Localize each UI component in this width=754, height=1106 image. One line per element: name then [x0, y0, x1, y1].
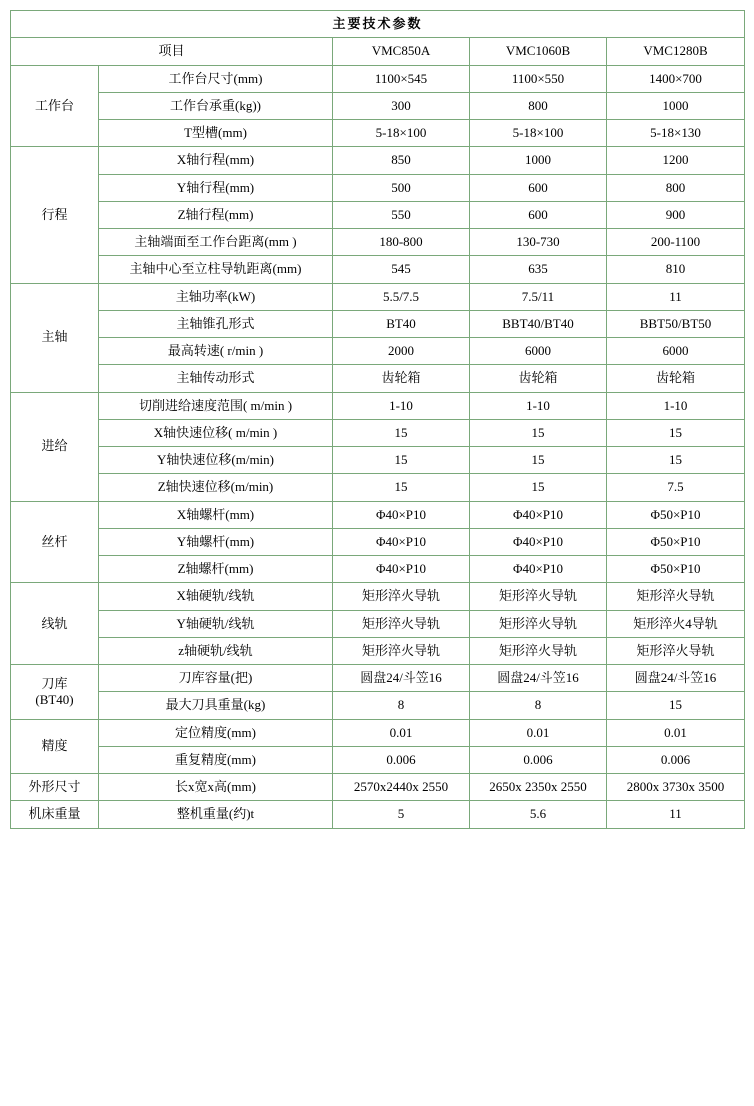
table-row — [11, 256, 745, 283]
row-item-label: 长x宽x高(mm) — [99, 774, 333, 801]
cell-value-model-2: 800 — [607, 174, 745, 201]
cell-value-model-2: 圆盘24/斗笠16 — [607, 665, 745, 692]
cell-value-model-2: 7.5 — [607, 474, 745, 501]
cell-value-model-2: 5-18×130 — [607, 120, 745, 147]
table-row — [11, 801, 745, 828]
cell-value-model-1: 6000 — [470, 338, 607, 365]
row-item-label: X轴行程(mm) — [99, 147, 333, 174]
table-row — [11, 583, 745, 610]
column-header-model-1: VMC1060B — [470, 38, 607, 65]
row-item-label: Y轴快速位移(m/min) — [99, 447, 333, 474]
cell-value-model-1: 2650x 2350x 2550 — [470, 774, 607, 801]
page-title: 主要技术参数 — [11, 11, 745, 38]
row-item-label: Y轴螺杆(mm) — [99, 528, 333, 555]
cell-value-model-2: 6000 — [607, 338, 745, 365]
cell-value-model-2: 1000 — [607, 92, 745, 119]
cell-value-model-0: 550 — [333, 201, 470, 228]
row-item-label: 主轴端面至工作台距离(mm ) — [99, 229, 333, 256]
cell-value-model-0: 8 — [333, 692, 470, 719]
cell-value-model-2: 11 — [607, 283, 745, 310]
group-label-3: 进给 — [11, 392, 99, 501]
table-row — [11, 174, 745, 201]
row-item-label: X轴硬轨/线轨 — [99, 583, 333, 610]
row-item-label: 主轴传动形式 — [99, 365, 333, 392]
row-item-label: X轴快速位移( m/min ) — [99, 419, 333, 446]
table-row — [11, 338, 745, 365]
cell-value-model-2: 0.01 — [607, 719, 745, 746]
row-item-label: 刀库容量(把) — [99, 665, 333, 692]
table-header-row — [11, 38, 745, 65]
cell-value-model-1: 130-730 — [470, 229, 607, 256]
cell-value-model-1: 15 — [470, 447, 607, 474]
row-item-label: 工作台承重(kg)) — [99, 92, 333, 119]
row-item-label: Z轴螺杆(mm) — [99, 556, 333, 583]
cell-value-model-2: 15 — [607, 692, 745, 719]
row-item-label: Z轴快速位移(m/min) — [99, 474, 333, 501]
table-row — [11, 692, 745, 719]
cell-value-model-2: Φ50×P10 — [607, 528, 745, 555]
cell-value-model-0: 5-18×100 — [333, 120, 470, 147]
table-row — [11, 92, 745, 119]
cell-value-model-2: 矩形淬火导轨 — [607, 637, 745, 664]
row-item-label: T型槽(mm) — [99, 120, 333, 147]
cell-value-model-0: 850 — [333, 147, 470, 174]
table-row — [11, 365, 745, 392]
cell-value-model-2: 矩形淬火4导轨 — [607, 610, 745, 637]
table-row — [11, 474, 745, 501]
cell-value-model-0: 300 — [333, 92, 470, 119]
table-row — [11, 283, 745, 310]
cell-value-model-0: 0.01 — [333, 719, 470, 746]
row-item-label: z轴硬轨/线轨 — [99, 637, 333, 664]
cell-value-model-1: 矩形淬火导轨 — [470, 610, 607, 637]
cell-value-model-0: Φ40×P10 — [333, 501, 470, 528]
cell-value-model-1: Φ40×P10 — [470, 556, 607, 583]
cell-value-model-2: Φ50×P10 — [607, 556, 745, 583]
cell-value-model-1: 7.5/11 — [470, 283, 607, 310]
cell-value-model-2: 11 — [607, 801, 745, 828]
table-row — [11, 719, 745, 746]
group-label-4: 丝杆 — [11, 501, 99, 583]
cell-value-model-0: 矩形淬火导轨 — [333, 610, 470, 637]
cell-value-model-2: 矩形淬火导轨 — [607, 583, 745, 610]
cell-value-model-2: 齿轮箱 — [607, 365, 745, 392]
cell-value-model-1: BBT40/BT40 — [470, 310, 607, 337]
cell-value-model-2: 1200 — [607, 147, 745, 174]
cell-value-model-0: 5.5/7.5 — [333, 283, 470, 310]
cell-value-model-0: Φ40×P10 — [333, 528, 470, 555]
cell-value-model-1: Φ40×P10 — [470, 501, 607, 528]
row-item-label: 最大刀具重量(kg) — [99, 692, 333, 719]
group-label-8: 外形尺寸 — [11, 774, 99, 801]
cell-value-model-1: 15 — [470, 419, 607, 446]
cell-value-model-0: 5 — [333, 801, 470, 828]
row-item-label: 工作台尺寸(mm) — [99, 65, 333, 92]
column-header-model-2: VMC1280B — [607, 38, 745, 65]
table-row — [11, 528, 745, 555]
cell-value-model-2: 1-10 — [607, 392, 745, 419]
cell-value-model-0: 1100×545 — [333, 65, 470, 92]
table-row — [11, 201, 745, 228]
column-header-model-0: VMC850A — [333, 38, 470, 65]
cell-value-model-1: 8 — [470, 692, 607, 719]
cell-value-model-1: 5-18×100 — [470, 120, 607, 147]
cell-value-model-0: 圆盘24/斗笠16 — [333, 665, 470, 692]
table-row — [11, 147, 745, 174]
cell-value-model-2: 0.006 — [607, 746, 745, 773]
cell-value-model-2: 1400×700 — [607, 65, 745, 92]
table-row — [11, 610, 745, 637]
cell-value-model-1: 800 — [470, 92, 607, 119]
cell-value-model-0: 矩形淬火导轨 — [333, 583, 470, 610]
table-row — [11, 665, 745, 692]
cell-value-model-1: 600 — [470, 201, 607, 228]
column-header-item: 项目 — [11, 38, 333, 65]
table-row — [11, 746, 745, 773]
cell-value-model-1: 1100×550 — [470, 65, 607, 92]
row-item-label: 主轴功率(kW) — [99, 283, 333, 310]
group-label-6: 刀库 (BT40) — [11, 665, 99, 720]
cell-value-model-1: 1000 — [470, 147, 607, 174]
cell-value-model-0: 545 — [333, 256, 470, 283]
cell-value-model-2: 900 — [607, 201, 745, 228]
row-item-label: X轴螺杆(mm) — [99, 501, 333, 528]
cell-value-model-0: 1-10 — [333, 392, 470, 419]
cell-value-model-1: 矩形淬火导轨 — [470, 583, 607, 610]
group-label-9: 机床重量 — [11, 801, 99, 828]
group-label-1: 行程 — [11, 147, 99, 283]
row-item-label: 定位精度(mm) — [99, 719, 333, 746]
specifications-table — [10, 10, 745, 829]
table-row — [11, 637, 745, 664]
cell-value-model-2: 200-1100 — [607, 229, 745, 256]
group-label-0: 工作台 — [11, 65, 99, 147]
row-item-label: 最高转速( r/min ) — [99, 338, 333, 365]
group-label-5: 线轨 — [11, 583, 99, 665]
cell-value-model-0: 矩形淬火导轨 — [333, 637, 470, 664]
cell-value-model-0: 2570x2440x 2550 — [333, 774, 470, 801]
cell-value-model-1: 1-10 — [470, 392, 607, 419]
cell-value-model-1: 15 — [470, 474, 607, 501]
table-row — [11, 120, 745, 147]
cell-value-model-1: 0.006 — [470, 746, 607, 773]
row-item-label: Z轴行程(mm) — [99, 201, 333, 228]
cell-value-model-0: 500 — [333, 174, 470, 201]
cell-value-model-1: 635 — [470, 256, 607, 283]
cell-value-model-0: 15 — [333, 419, 470, 446]
table-row — [11, 310, 745, 337]
table-row — [11, 419, 745, 446]
table-row — [11, 229, 745, 256]
table-row — [11, 65, 745, 92]
cell-value-model-2: BBT50/BT50 — [607, 310, 745, 337]
cell-value-model-0: 2000 — [333, 338, 470, 365]
group-label-2: 主轴 — [11, 283, 99, 392]
cell-value-model-2: 15 — [607, 447, 745, 474]
cell-value-model-1: 圆盘24/斗笠16 — [470, 665, 607, 692]
group-label-7: 精度 — [11, 719, 99, 774]
row-item-label: Y轴行程(mm) — [99, 174, 333, 201]
table-row — [11, 392, 745, 419]
table-row — [11, 556, 745, 583]
cell-value-model-1: 5.6 — [470, 801, 607, 828]
row-item-label: 主轴锥孔形式 — [99, 310, 333, 337]
cell-value-model-1: 0.01 — [470, 719, 607, 746]
cell-value-model-0: 180-800 — [333, 229, 470, 256]
row-item-label: 切削进给速度范围( m/min ) — [99, 392, 333, 419]
row-item-label: 主轴中心至立柱导轨距离(mm) — [99, 256, 333, 283]
table-row — [11, 447, 745, 474]
row-item-label: 整机重量(约)t — [99, 801, 333, 828]
table-title-row — [11, 11, 745, 38]
cell-value-model-0: 15 — [333, 447, 470, 474]
cell-value-model-2: 15 — [607, 419, 745, 446]
cell-value-model-2: Φ50×P10 — [607, 501, 745, 528]
cell-value-model-1: 矩形淬火导轨 — [470, 637, 607, 664]
cell-value-model-1: 齿轮箱 — [470, 365, 607, 392]
cell-value-model-0: 0.006 — [333, 746, 470, 773]
cell-value-model-0: 齿轮箱 — [333, 365, 470, 392]
cell-value-model-1: 600 — [470, 174, 607, 201]
cell-value-model-1: Φ40×P10 — [470, 528, 607, 555]
cell-value-model-2: 810 — [607, 256, 745, 283]
cell-value-model-0: Φ40×P10 — [333, 556, 470, 583]
table-row — [11, 774, 745, 801]
cell-value-model-0: 15 — [333, 474, 470, 501]
row-item-label: 重复精度(mm) — [99, 746, 333, 773]
cell-value-model-2: 2800x 3730x 3500 — [607, 774, 745, 801]
row-item-label: Y轴硬轨/线轨 — [99, 610, 333, 637]
cell-value-model-0: BT40 — [333, 310, 470, 337]
table-row — [11, 501, 745, 528]
